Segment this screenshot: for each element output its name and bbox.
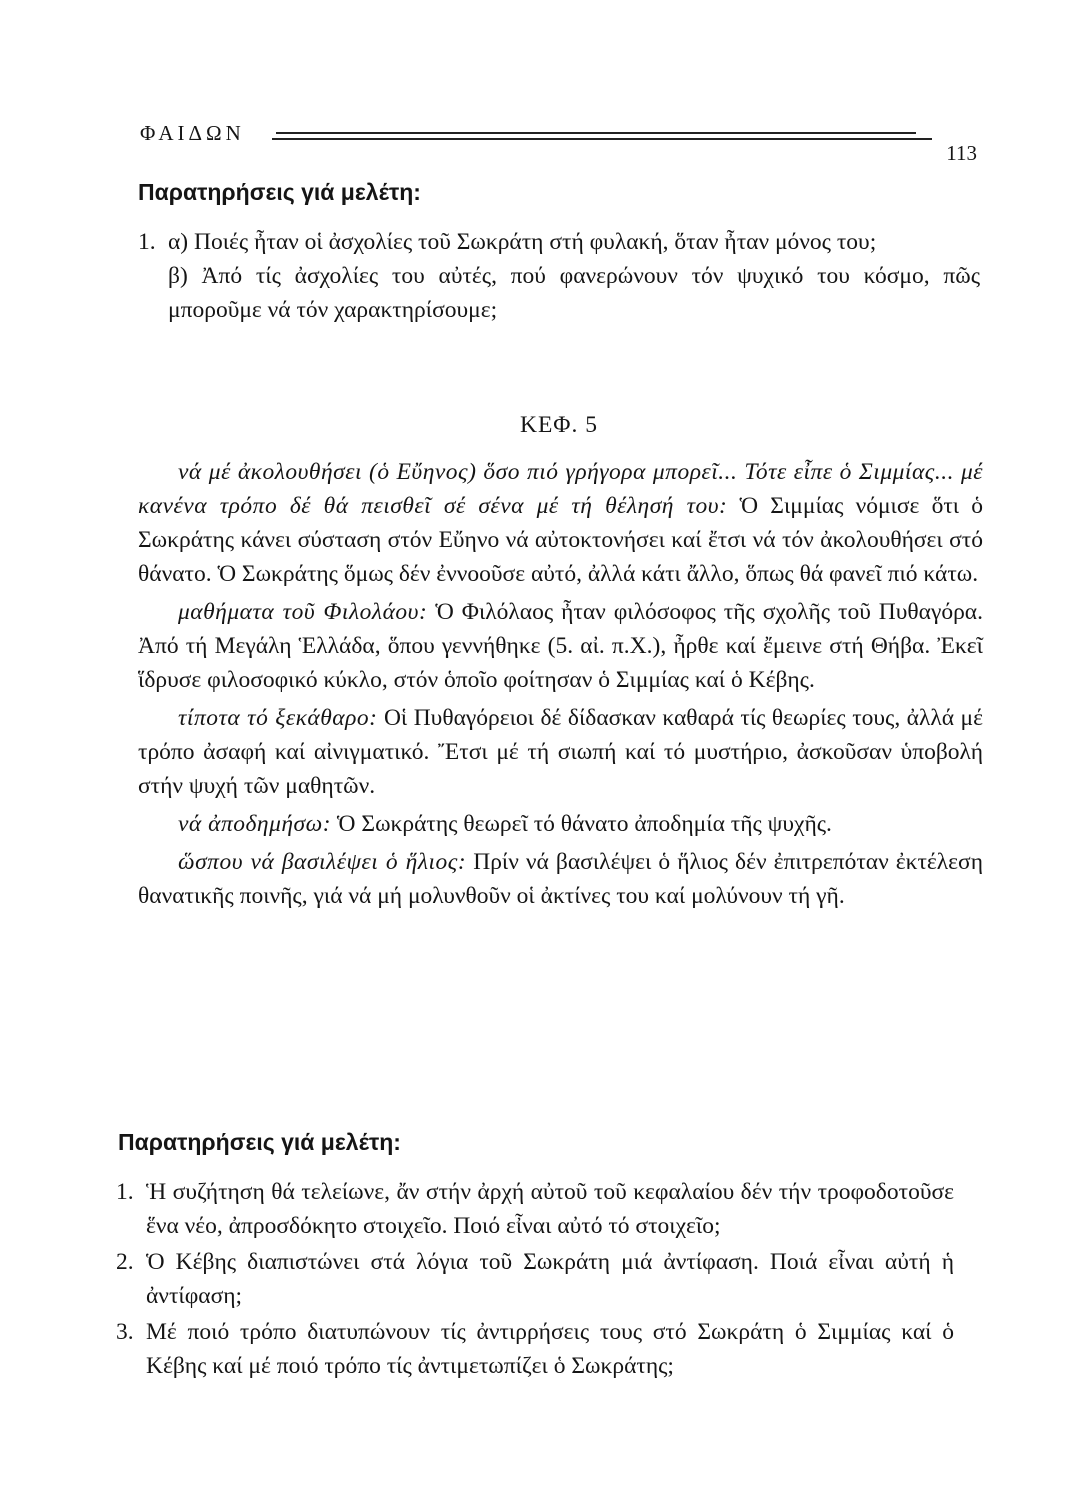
note-lemma: νά μέ ἀκολουθήσει (ὁ Εὔηνος) ὅσο πιό γρήγορα μπορεῖ... Τότε εἶπε ὁ Σιμμίας... μέ κανένα τρόπο δέ θά πεισθεῖ σέ σένα μέ τή θέλησή του:	[138, 459, 983, 519]
commentary	[138, 455, 983, 913]
study-question	[138, 225, 980, 327]
page-number: 113	[946, 141, 977, 165]
item-number: 1.	[138, 229, 156, 255]
list-item	[116, 1245, 954, 1313]
item-number: 2.	[116, 1249, 134, 1275]
note-text: Ὁ Φιλόλαος ἦταν φιλόσοφος τῆς σχολῆς τοῦ Πυθαγόρα. Ἀπό τή Μεγάλη Ἑλλάδα, ὅπου γεννήθηκε (5. αἰ. π.Χ.), ἦρθε καί ἔμεινε στή Θήβα. Ἐκεῖ ἵδρυσε φιλοσοφικό κύκλο, στόν ὁποῖο φοίτησαν ὁ Σιμμίας καί ὁ Κέβης.	[138, 599, 983, 693]
section-heading: Παρατηρήσεις γιά μελέτη:	[138, 179, 421, 205]
note-lemma: ὥσπου νά βασιλέψει ὁ ἥλιος:	[178, 849, 467, 875]
section-heading: Παρατηρήσεις γιά μελέτη:	[118, 1129, 401, 1155]
question-text: Μέ ποιό τρόπο διατυπώνουν τίς ἀντιρρήσεις τους στό Σωκράτη ὁ Σιμμίας καί ὁ Κέβης καί μέ ποιό τρόπο τίς ἀντιμετωπίζει ὁ Σωκράτης;	[146, 1319, 954, 1379]
question-text: Ὁ Κέβης διαπιστώνει στά λόγια τοῦ Σωκράτη μιά ἀντίφαση. Ποιά εἶναι αὐτή ἡ ἀντίφαση;	[146, 1249, 954, 1309]
note-text: Ὁ Σιμμίας νόμισε ὅτι ὁ Σωκράτης κάνει σύσταση στόν Εὔηνο νά αὐτοκτονήσει καί ἔτσι νά τόν ἀκολουθήσει στό θάνατο. Ὁ Σωκράτης ὅμως δέν ἐννοοῦσε αὐτό, ἀλλά κάτι ἄλλο, ὅπως θά φανεῖ πιό κάτω.	[138, 493, 983, 587]
note-text: Ὁ Σωκράτης θεωρεῖ τό θάνατο ἀποδημία τῆς ψυχῆς.	[336, 811, 832, 837]
item-number: 1.	[116, 1179, 134, 1205]
question-part-b: β) Ἀπό τίς ἀσχολίες του αὐτές, πού φανερώνουν τόν ψυχικό του κόσμο, πῶς μποροῦμε νά τόν χαρακτηρίσουμε;	[168, 263, 980, 323]
note-paragraph	[138, 845, 983, 913]
note-text: Οἱ Πυθαγόρειοι δέ δίδασκαν καθαρά τίς θεωρίες τους, ἀλλά μέ τρόπο ἀσαφή καί αἰνιγματικό. Ἔτσι μέ τή σιωπή καί τό μυστήριο, ἀσκοῦσαν ὑποβολή στήν ψυχή τῶν μαθητῶν.	[138, 705, 984, 799]
item-number: 3.	[116, 1319, 134, 1345]
list-item	[138, 225, 980, 327]
running-header	[140, 120, 985, 165]
note-text: Πρίν νά βασιλέψει ὁ ἥλιος δέν ἐπιτρεπόταν ἐκτέλεση θανατικῆς ποινῆς, γιά νά μή μολυνθοῦν οἱ ἀκτίνες του καί μολύνουν τή γῆ.	[138, 849, 984, 909]
note-paragraph	[138, 807, 983, 841]
study-questions-list	[116, 1175, 954, 1383]
header-rule	[272, 138, 932, 140]
note-paragraph	[138, 701, 983, 803]
note-paragraph	[138, 455, 983, 591]
chapter-title: ΚΕΦ. 5	[519, 412, 598, 438]
note-lemma: τίποτα τό ξεκάθαρο:	[178, 705, 378, 731]
note-lemma: μαθήματα τοῦ Φιλολάου:	[178, 599, 428, 625]
question-part-a: α) Ποιές ἦταν οἱ ἀσχολίες τοῦ Σωκράτη στή φυλακή, ὅταν ἦταν μόνος του;	[168, 229, 877, 255]
question-text: Ἡ συζήτηση θά τελείωνε, ἄν στήν ἀρχή αὐτοῦ τοῦ κεφαλαίου δέν τήν τροφοδοτοῦσε ἕνα νέο, ἀπροσδόκητο στοιχεῖο. Ποιό εἶναι αὐτό τό στοιχεῖο;	[146, 1179, 954, 1239]
note-lemma: νά ἀποδημήσω:	[178, 811, 332, 837]
note-paragraph	[138, 595, 983, 697]
running-title: ΦΑΙΔΩΝ	[140, 121, 245, 145]
list-item	[116, 1315, 954, 1383]
header-rule	[276, 132, 916, 134]
list-item	[116, 1175, 954, 1243]
